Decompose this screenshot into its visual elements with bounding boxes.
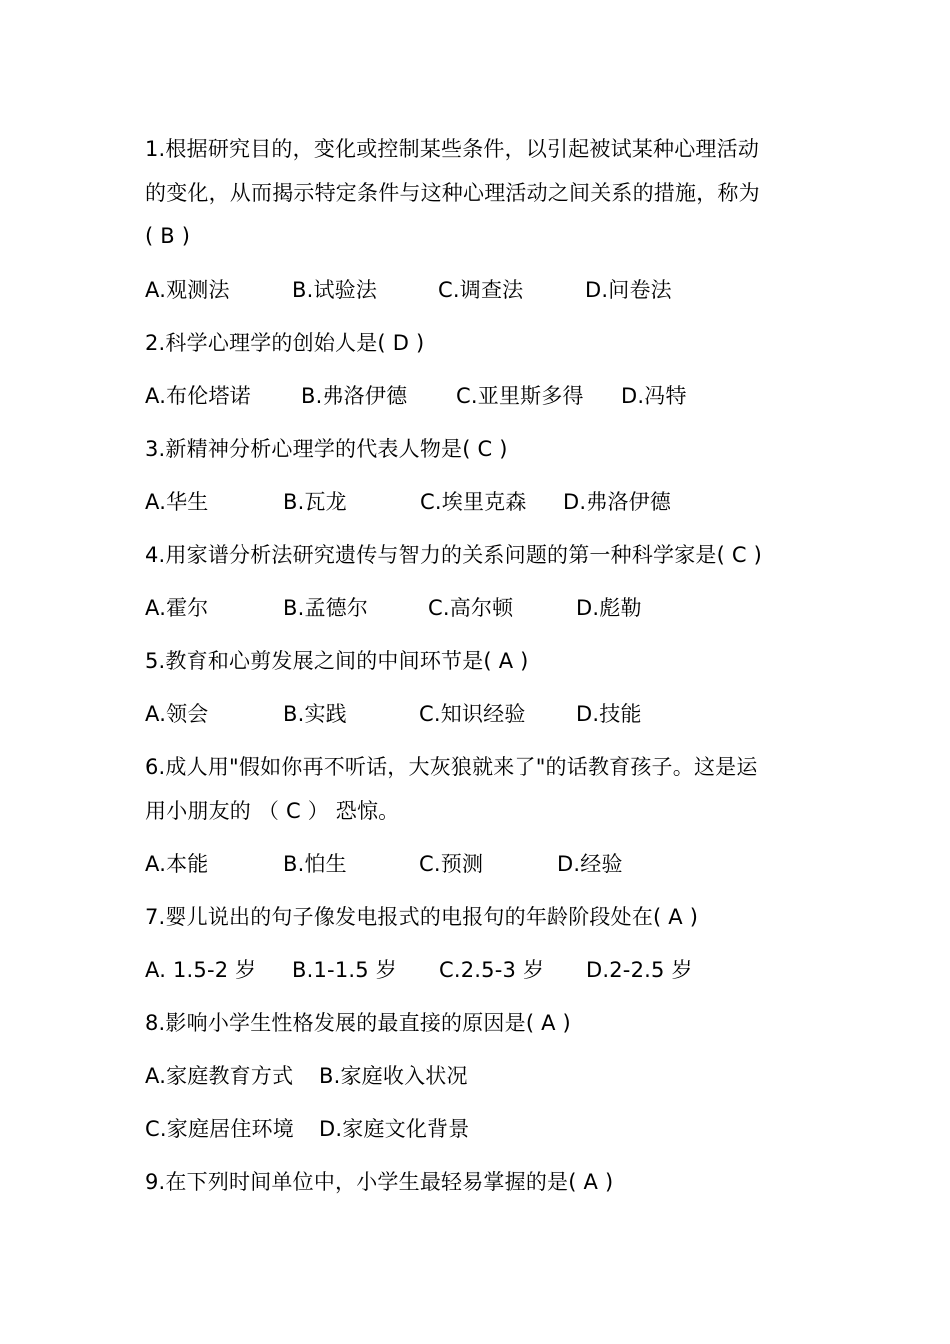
question-6-stem-line-1: 6.成人用"假如你再不听话，大灰狼就来了"的话教育孩子。这是运 xyxy=(145,755,758,779)
question-9-stem: 9.在下列时间单位中，小学生最轻易掌握的是( A ) xyxy=(145,1170,614,1194)
question-6-stem-line-2: 用小朋友的 （ C ） 恐惊。 xyxy=(145,799,400,823)
question-8-option-a: A.家庭教育方式 xyxy=(145,1064,294,1088)
question-6-option-b: B.怕生 xyxy=(283,852,347,876)
question-4-option-b: B.孟德尔 xyxy=(283,596,369,620)
question-2-option-c: C.亚里斯多得 xyxy=(456,384,584,408)
question-6-option-d: D.经验 xyxy=(557,852,623,876)
question-2-option-b: B.弗洛伊德 xyxy=(301,384,408,408)
question-5-option-c: C.知识经验 xyxy=(419,702,526,726)
question-1-option-c: C.调查法 xyxy=(438,278,524,302)
question-5-option-a: A.领会 xyxy=(145,702,209,726)
question-6-option-a: A.本能 xyxy=(145,852,209,876)
question-3-option-a: A.华生 xyxy=(145,490,209,514)
question-7-option-b: B.1-1.5 岁 xyxy=(292,958,397,982)
question-8-option-c: C.家庭居住环境 xyxy=(145,1117,294,1141)
question-2-stem: 2.科学心理学的创始人是( D ) xyxy=(145,331,425,355)
question-8-stem: 8.影响小学生性格发展的最直接的原因是( A ) xyxy=(145,1011,571,1035)
question-3-option-d: D.弗洛伊德 xyxy=(563,490,672,514)
question-1-stem-line-1: 1.根据研究目的，变化或控制某些条件，以引起被试某种心理活动 xyxy=(145,137,760,161)
question-1-stem-line-2: 的变化，从而揭示特定条件与这种心理活动之间关系的措施，称为 xyxy=(145,181,760,205)
question-7-option-c: C.2.5-3 岁 xyxy=(439,958,545,982)
question-1-option-b: B.试验法 xyxy=(292,278,378,302)
question-3-stem: 3.新精神分析心理学的代表人物是( C ) xyxy=(145,437,508,461)
question-7-stem: 7.婴儿说出的句子像发电报式的电报句的年龄阶段处在( A ) xyxy=(145,905,699,929)
question-8-option-b: B.家庭收入状况 xyxy=(319,1064,468,1088)
question-6-option-c: C.预测 xyxy=(419,852,484,876)
question-4-option-a: A.霍尔 xyxy=(145,596,209,620)
question-2-option-d: D.冯特 xyxy=(621,384,687,408)
question-7-option-a: A. 1.5-2 岁 xyxy=(145,958,257,982)
question-5-option-d: D.技能 xyxy=(576,702,642,726)
question-1-stem-line-3: ( B ) xyxy=(145,224,191,248)
question-2-option-a: A.布伦塔诺 xyxy=(145,384,251,408)
question-4-stem: 4.用家谱分析法研究遗传与智力的关系问题的第一种科学家是( C ) xyxy=(145,543,763,567)
question-1-option-d: D.问卷法 xyxy=(585,278,672,302)
question-7-option-d: D.2-2.5 岁 xyxy=(586,958,693,982)
question-1-option-a: A.观测法 xyxy=(145,278,230,302)
question-8-option-d: D.家庭文化背景 xyxy=(319,1117,470,1141)
question-4-option-c: C.高尔顿 xyxy=(428,596,514,620)
question-4-option-d: D.彪勒 xyxy=(576,596,642,620)
question-3-option-b: B.瓦龙 xyxy=(283,490,347,514)
question-5-option-b: B.实践 xyxy=(283,702,347,726)
question-3-option-c: C.埃里克森 xyxy=(420,490,527,514)
question-5-stem: 5.教育和心剪发展之间的中间环节是( A ) xyxy=(145,649,529,673)
